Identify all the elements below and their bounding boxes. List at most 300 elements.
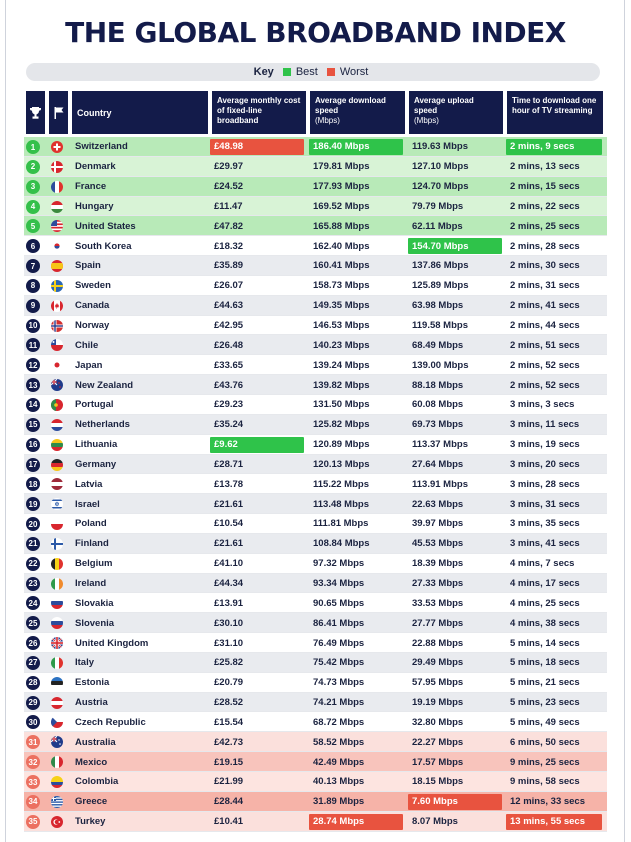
download-value: 86.41 Mbps (313, 617, 365, 629)
frame-left-border (5, 0, 6, 842)
flag-nl-icon (51, 419, 63, 431)
flag-us-icon (51, 220, 63, 232)
flag-ee-icon (51, 677, 63, 689)
table-row (24, 792, 607, 812)
download-value: 120.13 Mbps (313, 458, 370, 470)
upload-value: 119.63 Mbps (412, 141, 468, 153)
upload-value: 7.60 Mbps (412, 796, 458, 808)
rank-badge: 26 (26, 636, 40, 650)
country-name: Spain (75, 260, 101, 272)
cost-value: £11.47 (214, 200, 243, 212)
download-value: 179.81 Mbps (313, 161, 370, 173)
download-value: 97.32 Mbps (313, 558, 365, 570)
cost-value: £21.99 (214, 776, 244, 788)
download-value: 139.24 Mbps (313, 359, 370, 371)
upload-value: 33.53 Mbps (412, 597, 464, 609)
rank-badge: 23 (26, 577, 40, 591)
download-value: 68.72 Mbps (313, 716, 365, 728)
cost-value: £48.98 (214, 141, 244, 153)
cost-value: £47.82 (214, 220, 244, 232)
cost-value: £20.79 (214, 677, 244, 689)
time-value: 2 mins, 22 secs (510, 200, 580, 212)
rank-badge: 7 (26, 259, 40, 273)
upload-value: 127.10 Mbps (412, 161, 469, 173)
rank-badge: 30 (26, 715, 40, 729)
flag-hu-icon (51, 201, 63, 213)
time-value: 12 mins, 33 secs (510, 796, 585, 808)
rank-badge: 18 (26, 477, 40, 491)
header-cost: Average monthly cost of fixed-line broadband (212, 91, 306, 134)
time-value: 3 mins, 11 secs (510, 419, 580, 431)
country-name: Mexico (75, 756, 108, 768)
flag-icon (54, 107, 64, 119)
download-value: 93.34 Mbps (313, 577, 365, 589)
download-value: 42.49 Mbps (313, 756, 365, 768)
best-label: Best (295, 66, 318, 78)
table-row (24, 812, 607, 832)
time-value: 9 mins, 25 secs (510, 756, 580, 768)
table-row (24, 752, 607, 772)
key-legend (26, 63, 600, 81)
cost-value: £43.76 (214, 379, 244, 391)
flag-si-icon (51, 617, 63, 629)
country-name: Chile (75, 339, 99, 351)
table-row (24, 574, 607, 594)
time-value: 2 mins, 52 secs (510, 379, 580, 391)
header-download-unit: (Mbps) (315, 116, 340, 125)
cost-value: £28.71 (214, 458, 244, 470)
flag-it-icon (51, 657, 63, 669)
rank-badge: 12 (26, 358, 40, 372)
flag-ch-icon (51, 141, 63, 153)
upload-value: 32.80 Mbps (412, 716, 464, 728)
country-name: Japan (75, 359, 103, 371)
flag-mx-icon (51, 756, 63, 768)
table-row (24, 355, 607, 375)
country-name: Poland (75, 518, 107, 530)
cost-value: £42.95 (214, 320, 244, 332)
cost-value: £31.10 (214, 637, 244, 649)
rank-badge: 4 (26, 200, 40, 214)
rank-badge: 20 (26, 517, 40, 531)
rank-badge: 15 (26, 418, 40, 432)
table-row (24, 395, 607, 415)
time-value: 3 mins, 31 secs (510, 498, 580, 510)
country-name: Slovakia (75, 597, 114, 609)
cost-value: £10.41 (214, 816, 244, 828)
row-divider (24, 831, 607, 832)
time-value: 2 mins, 30 secs (510, 260, 580, 272)
download-value: 169.52 Mbps (313, 200, 370, 212)
time-value: 5 mins, 49 secs (510, 716, 580, 728)
rank-badge: 21 (26, 537, 40, 551)
cost-value: £15.54 (214, 716, 244, 728)
country-name: Turkey (75, 816, 106, 828)
cost-value: £21.61 (214, 498, 244, 510)
cost-value: £35.89 (214, 260, 244, 272)
rank-badge: 10 (26, 319, 40, 333)
time-value: 3 mins, 28 secs (510, 478, 580, 490)
cost-value: £44.34 (214, 577, 244, 589)
cost-value: £35.24 (214, 419, 244, 431)
time-value: 2 mins, 25 secs (510, 220, 580, 232)
table-row (24, 455, 607, 475)
country-name: Switzerland (75, 141, 128, 153)
upload-value: 45.53 Mbps (412, 538, 464, 550)
flag-nz-icon (51, 379, 63, 391)
country-name: Czech Republic (75, 716, 146, 728)
time-value: 2 mins, 9 secs (510, 141, 575, 153)
rank-badge: 13 (26, 378, 40, 392)
cost-value: £13.78 (214, 478, 244, 490)
table-row (24, 157, 607, 177)
upload-value: 29.49 Mbps (412, 657, 464, 669)
flag-be-icon (51, 558, 63, 570)
table-row (24, 494, 607, 514)
flag-gb-icon (51, 637, 63, 649)
flag-es-icon (51, 260, 63, 272)
country-name: Italy (75, 657, 95, 669)
page-title: THE GLOBAL BROADBAND INDEX (65, 16, 566, 49)
cost-value: £33.65 (214, 359, 244, 371)
country-name: France (75, 181, 107, 193)
download-value: 31.89 Mbps (313, 796, 365, 808)
flag-cl-icon (51, 339, 63, 351)
download-value: 120.89 Mbps (313, 439, 370, 451)
rank-badge: 11 (26, 338, 40, 352)
table-row (24, 613, 607, 633)
country-name: United States (75, 220, 136, 232)
time-value: 2 mins, 44 secs (510, 320, 580, 332)
table-row (24, 415, 607, 435)
cost-value: £26.07 (214, 280, 244, 292)
header-upload-unit: (Mbps) (414, 116, 439, 125)
table-row (24, 593, 607, 613)
table-row (24, 772, 607, 792)
rank-badge: 33 (26, 775, 40, 789)
table-row (24, 693, 607, 713)
table-row (24, 474, 607, 494)
table-row (24, 137, 607, 157)
time-value: 5 mins, 14 secs (510, 637, 580, 649)
country-name: Colombia (75, 776, 119, 788)
country-name: Ireland (75, 577, 107, 589)
cost-value: £29.97 (214, 161, 244, 173)
upload-value: 62.11 Mbps (412, 220, 463, 232)
rank-badge: 9 (26, 299, 40, 313)
cost-value: £19.15 (214, 756, 244, 768)
upload-value: 27.77 Mbps (412, 617, 464, 629)
rank-badge: 16 (26, 438, 40, 452)
flag-co-icon (51, 776, 63, 788)
download-value: 186.40 Mbps (313, 141, 370, 153)
cost-value: £24.52 (214, 181, 244, 193)
upload-value: 18.39 Mbps (412, 558, 464, 570)
upload-value: 124.70 Mbps (412, 181, 469, 193)
table-row (24, 732, 607, 752)
rank-badge: 28 (26, 676, 40, 690)
cost-value: £29.23 (214, 399, 244, 411)
rank-badge: 19 (26, 497, 40, 511)
country-name: Hungary (75, 200, 114, 212)
rank-badge: 32 (26, 755, 40, 769)
cost-value: £42.73 (214, 736, 244, 748)
cost-value: £25.82 (214, 657, 244, 669)
upload-value: 22.63 Mbps (412, 498, 464, 510)
time-value: 5 mins, 21 secs (510, 677, 580, 689)
download-value: 58.52 Mbps (313, 736, 365, 748)
flag-se-icon (51, 280, 63, 292)
download-value: 146.53 Mbps (313, 320, 370, 332)
upload-value: 18.15 Mbps (412, 776, 464, 788)
country-name: Latvia (75, 478, 103, 490)
download-value: 111.81 Mbps (313, 518, 369, 530)
time-value: 9 mins, 58 secs (510, 776, 580, 788)
header-time: Time to download one hour of TV streaming (507, 91, 603, 134)
download-value: 108.84 Mbps (313, 538, 370, 550)
download-value: 139.82 Mbps (313, 379, 370, 391)
flag-de-icon (51, 459, 63, 471)
flag-lt-icon (51, 439, 63, 451)
download-value: 113.48 Mbps (313, 498, 369, 510)
upload-value: 17.57 Mbps (412, 756, 464, 768)
rank-badge: 14 (26, 398, 40, 412)
cost-value: £21.61 (214, 538, 244, 550)
cost-value: £13.91 (214, 597, 244, 609)
time-value: 3 mins, 41 secs (510, 538, 580, 550)
download-value: 149.35 Mbps (313, 300, 370, 312)
table-row (24, 296, 607, 316)
download-value: 177.93 Mbps (313, 181, 370, 193)
table-row (24, 216, 607, 236)
country-name: Germany (75, 458, 117, 470)
upload-value: 139.00 Mbps (412, 359, 469, 371)
country-name: Estonia (75, 677, 110, 689)
table-row (24, 256, 607, 276)
cost-value: £30.10 (214, 617, 244, 629)
country-name: Sweden (75, 280, 111, 292)
country-name: United Kingdom (75, 637, 149, 649)
time-value: 6 mins, 50 secs (510, 736, 580, 748)
rank-badge: 29 (26, 696, 40, 710)
upload-value: 113.37 Mbps (412, 439, 468, 451)
table-row (24, 653, 607, 673)
country-name: South Korea (75, 240, 132, 252)
country-name: Denmark (75, 161, 116, 173)
cost-value: £9.62 (214, 439, 238, 451)
rank-badge: 17 (26, 458, 40, 472)
country-name: Canada (75, 300, 110, 312)
upload-value: 119.58 Mbps (412, 320, 468, 332)
flag-ie-icon (51, 578, 63, 590)
table-row (24, 435, 607, 455)
country-name: Finland (75, 538, 109, 550)
table-row (24, 534, 607, 554)
rank-badge: 2 (26, 160, 40, 174)
cost-value: £28.44 (214, 796, 244, 808)
table-row (24, 514, 607, 534)
download-value: 158.73 Mbps (313, 280, 370, 292)
time-value: 2 mins, 28 secs (510, 240, 580, 252)
cost-value: £41.10 (214, 558, 244, 570)
cost-value: £10.54 (214, 518, 244, 530)
time-value: 2 mins, 15 secs (510, 181, 580, 193)
upload-value: 60.08 Mbps (412, 399, 464, 411)
best-swatch (283, 68, 291, 76)
table-row (24, 335, 607, 355)
upload-value: 88.18 Mbps (412, 379, 464, 391)
flag-pt-icon (51, 399, 63, 411)
download-value: 75.42 Mbps (313, 657, 365, 669)
upload-value: 69.73 Mbps (412, 419, 464, 431)
country-name: Greece (75, 796, 108, 808)
key-label: Key (253, 66, 274, 78)
flag-pl-icon (51, 518, 63, 530)
cost-value: £26.48 (214, 339, 244, 351)
cost-value: £28.52 (214, 697, 244, 709)
table-row (24, 554, 607, 574)
upload-value: 125.89 Mbps (412, 280, 469, 292)
frame-right-border (624, 0, 625, 842)
time-value: 2 mins, 52 secs (510, 359, 580, 371)
table-row (24, 197, 607, 217)
flag-kr-icon (51, 240, 63, 252)
flag-sk-icon (51, 597, 63, 609)
upload-value: 79.79 Mbps (412, 200, 464, 212)
flag-cz-icon (51, 716, 63, 728)
flag-fi-icon (51, 538, 63, 550)
time-value: 2 mins, 13 secs (510, 161, 580, 173)
upload-value: 22.27 Mbps (412, 736, 464, 748)
upload-value: 113.91 Mbps (412, 478, 468, 490)
download-value: 140.23 Mbps (313, 339, 370, 351)
upload-value: 27.64 Mbps (412, 458, 464, 470)
country-name: Belgium (75, 558, 113, 570)
rank-badge: 3 (26, 180, 40, 194)
rank-badge: 31 (26, 735, 40, 749)
header-download-label: Average download speed (315, 96, 386, 115)
flag-ca-icon (51, 300, 63, 312)
time-value: 4 mins, 38 secs (510, 617, 580, 629)
time-value: 2 mins, 41 secs (510, 300, 580, 312)
time-value: 3 mins, 20 secs (510, 458, 580, 470)
rank-badge: 1 (26, 140, 40, 154)
country-name: Netherlands (75, 419, 130, 431)
time-value: 2 mins, 51 secs (510, 339, 580, 351)
time-value: 4 mins, 25 secs (510, 597, 580, 609)
header-country: Country (72, 91, 208, 134)
country-name: Norway (75, 320, 110, 332)
flag-il-icon (51, 498, 63, 510)
upload-value: 137.86 Mbps (412, 260, 469, 272)
flag-no-icon (51, 320, 63, 332)
time-value: 3 mins, 19 secs (510, 439, 580, 451)
download-value: 74.21 Mbps (313, 697, 365, 709)
country-name: Israel (75, 498, 100, 510)
country-name: Portugal (75, 399, 114, 411)
cost-value: £44.63 (214, 300, 244, 312)
header-upload (409, 91, 503, 134)
country-name: New Zealand (75, 379, 134, 391)
rank-badge: 22 (26, 557, 40, 571)
rank-badge: 6 (26, 239, 40, 253)
upload-value: 22.88 Mbps (412, 637, 464, 649)
download-value: 40.13 Mbps (313, 776, 365, 788)
time-value: 4 mins, 17 secs (510, 577, 580, 589)
rank-badge: 34 (26, 795, 40, 809)
cost-value: £18.32 (214, 240, 244, 252)
time-value: 5 mins, 18 secs (510, 657, 580, 669)
flag-au-icon (51, 736, 63, 748)
flag-at-icon (51, 697, 63, 709)
table-row (24, 236, 607, 256)
upload-value: 68.49 Mbps (412, 339, 464, 351)
time-value: 2 mins, 31 secs (510, 280, 580, 292)
time-value: 4 mins, 7 secs (510, 558, 575, 570)
country-name: Austria (75, 697, 108, 709)
rank-badge: 27 (26, 656, 40, 670)
download-value: 74.73 Mbps (313, 677, 365, 689)
upload-value: 19.19 Mbps (412, 697, 464, 709)
upload-value: 154.70 Mbps (412, 240, 469, 252)
table-row (24, 633, 607, 653)
download-value: 160.41 Mbps (313, 260, 370, 272)
trophy-icon (30, 107, 41, 119)
header-flag (49, 91, 68, 134)
upload-value: 27.33 Mbps (412, 577, 464, 589)
header-upload-label: Average upload speed (414, 96, 474, 115)
download-value: 90.65 Mbps (313, 597, 365, 609)
header-rank (26, 91, 45, 134)
download-value: 165.88 Mbps (313, 220, 370, 232)
table-row (24, 712, 607, 732)
table-row (24, 375, 607, 395)
time-value: 5 mins, 23 secs (510, 697, 580, 709)
flag-tr-icon (51, 816, 63, 828)
download-value: 28.74 Mbps (313, 816, 365, 828)
download-value: 76.49 Mbps (313, 637, 365, 649)
table-row (24, 177, 607, 197)
download-value: 162.40 Mbps (313, 240, 370, 252)
time-value: 13 mins, 55 secs (510, 816, 585, 828)
download-value: 115.22 Mbps (313, 478, 369, 490)
flag-jp-icon (51, 359, 63, 371)
country-name: Lithuania (75, 439, 118, 451)
rank-badge: 5 (26, 219, 40, 233)
worst-swatch (327, 68, 335, 76)
header-download (310, 91, 405, 134)
download-value: 131.50 Mbps (313, 399, 370, 411)
upload-value: 8.07 Mbps (412, 816, 458, 828)
broadband-table (24, 137, 607, 832)
rank-badge: 24 (26, 596, 40, 610)
flag-dk-icon (51, 161, 63, 173)
country-name: Australia (75, 736, 116, 748)
flag-lv-icon (51, 478, 63, 490)
rank-badge: 8 (26, 279, 40, 293)
rank-badge: 35 (26, 815, 40, 829)
table-row (24, 673, 607, 693)
time-value: 3 mins, 3 secs (510, 399, 575, 411)
table-row (24, 316, 607, 336)
upload-value: 63.98 Mbps (412, 300, 464, 312)
worst-label: Worst (339, 66, 369, 78)
table-row (24, 276, 607, 296)
time-value: 3 mins, 35 secs (510, 518, 580, 530)
upload-value: 39.97 Mbps (412, 518, 464, 530)
upload-value: 57.95 Mbps (412, 677, 464, 689)
download-value: 125.82 Mbps (313, 419, 370, 431)
